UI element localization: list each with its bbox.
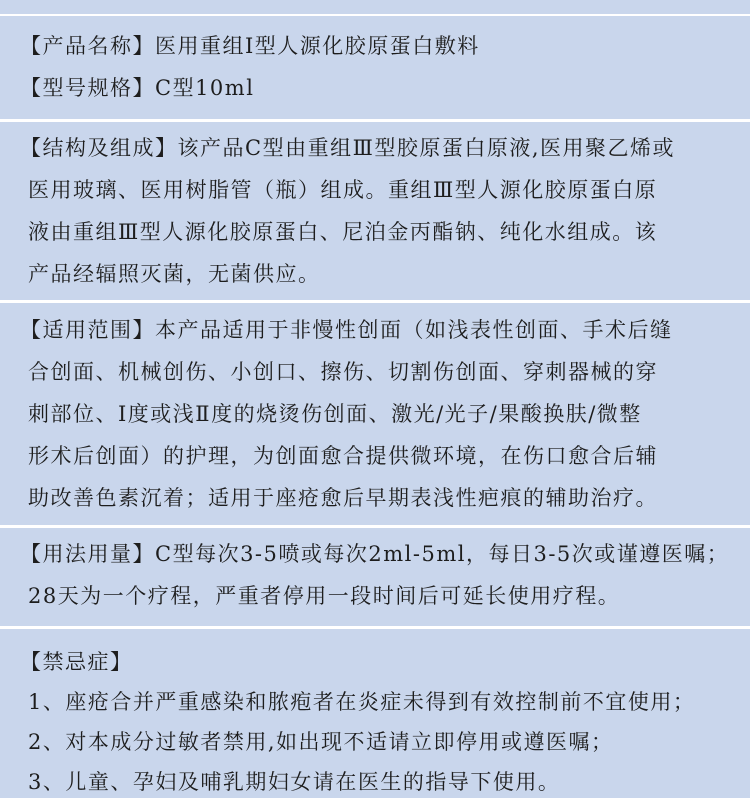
composition-line-4: 产品经辐照灭菌，无菌供应。 (28, 262, 321, 286)
usage-section (0, 534, 750, 624)
product-name-label: 【产品名称】 (20, 34, 155, 58)
scope-line-3: 刺部位、Ⅰ度或浅Ⅱ度的烧烫伤创面、激光/光子/果酸换肤/微整 (28, 402, 642, 426)
usage-text: C型每次3-5喷或每次2ml-5ml，每日3-5次或谨遵医嘱； (155, 542, 730, 566)
product-name-value: 医用重组Ⅰ型人源化胶原蛋白敷料 (155, 34, 480, 58)
composition-line-2: 医用玻璃、医用树脂管（瓶）组成。重组Ⅲ型人源化胶原蛋白原 (28, 178, 658, 202)
top-divider (0, 14, 750, 16)
product-spec-row (20, 74, 254, 102)
scope-line-5: 助改善色素沉着；适用于座疮愈后早期表浅性疤痕的辅助治疗。 (28, 486, 658, 510)
scope-label: 【适用范围】 (20, 318, 155, 342)
section-divider (0, 300, 750, 303)
section-divider (0, 119, 750, 122)
scope-line-4: 形术后创面）的护理，为创面愈合提供微环境，在伤口愈合后辅 (28, 444, 658, 468)
contraindication-item: 1、座疮合并严重感染和脓疱者在炎症未得到有效控制前不宜使用； (28, 690, 696, 714)
section-divider (0, 525, 750, 528)
contraindication-item: 3、儿童、孕妇及哺乳期妇女请在医生的指导下使用。 (28, 770, 561, 794)
contraindication-item: 2、对本成分过敏者禁用,如出现不适请立即停用或遵医嘱； (28, 730, 614, 754)
composition-text: 该产品C型由重组Ⅲ型胶原蛋白原液,医用聚乙烯或 (177, 136, 675, 160)
section-divider (0, 626, 750, 629)
product-spec-value: C型10ml (155, 76, 255, 100)
scope-section (0, 310, 750, 522)
scope-text: 本产品适用于非慢性创面（如浅表性创面、手术后缝 (155, 318, 673, 342)
contraindications-label: 【禁忌症】 (20, 650, 133, 674)
usage-line-1 (20, 540, 729, 568)
composition-section (0, 128, 750, 298)
composition-line-3: 液由重组Ⅲ型人源化胶原蛋白、尼泊金丙酯钠、纯化水组成。该 (28, 220, 658, 244)
composition-line-1 (20, 134, 675, 162)
scope-line-1 (20, 316, 673, 344)
composition-label: 【结构及组成】 (20, 136, 178, 160)
contraindications-section (0, 636, 750, 798)
product-name-row (20, 32, 480, 60)
usage-line-2: 28天为一个疗程，严重者停用一段时间后可延长使用疗程。 (28, 584, 621, 608)
scope-line-2: 合创面、机械创伤、小创口、擦伤、切割伤创面、穿刺器械的穿 (28, 360, 658, 384)
product-spec-label: 【型号规格】 (20, 76, 155, 100)
usage-label: 【用法用量】 (20, 542, 155, 566)
product-info-section (0, 28, 750, 112)
